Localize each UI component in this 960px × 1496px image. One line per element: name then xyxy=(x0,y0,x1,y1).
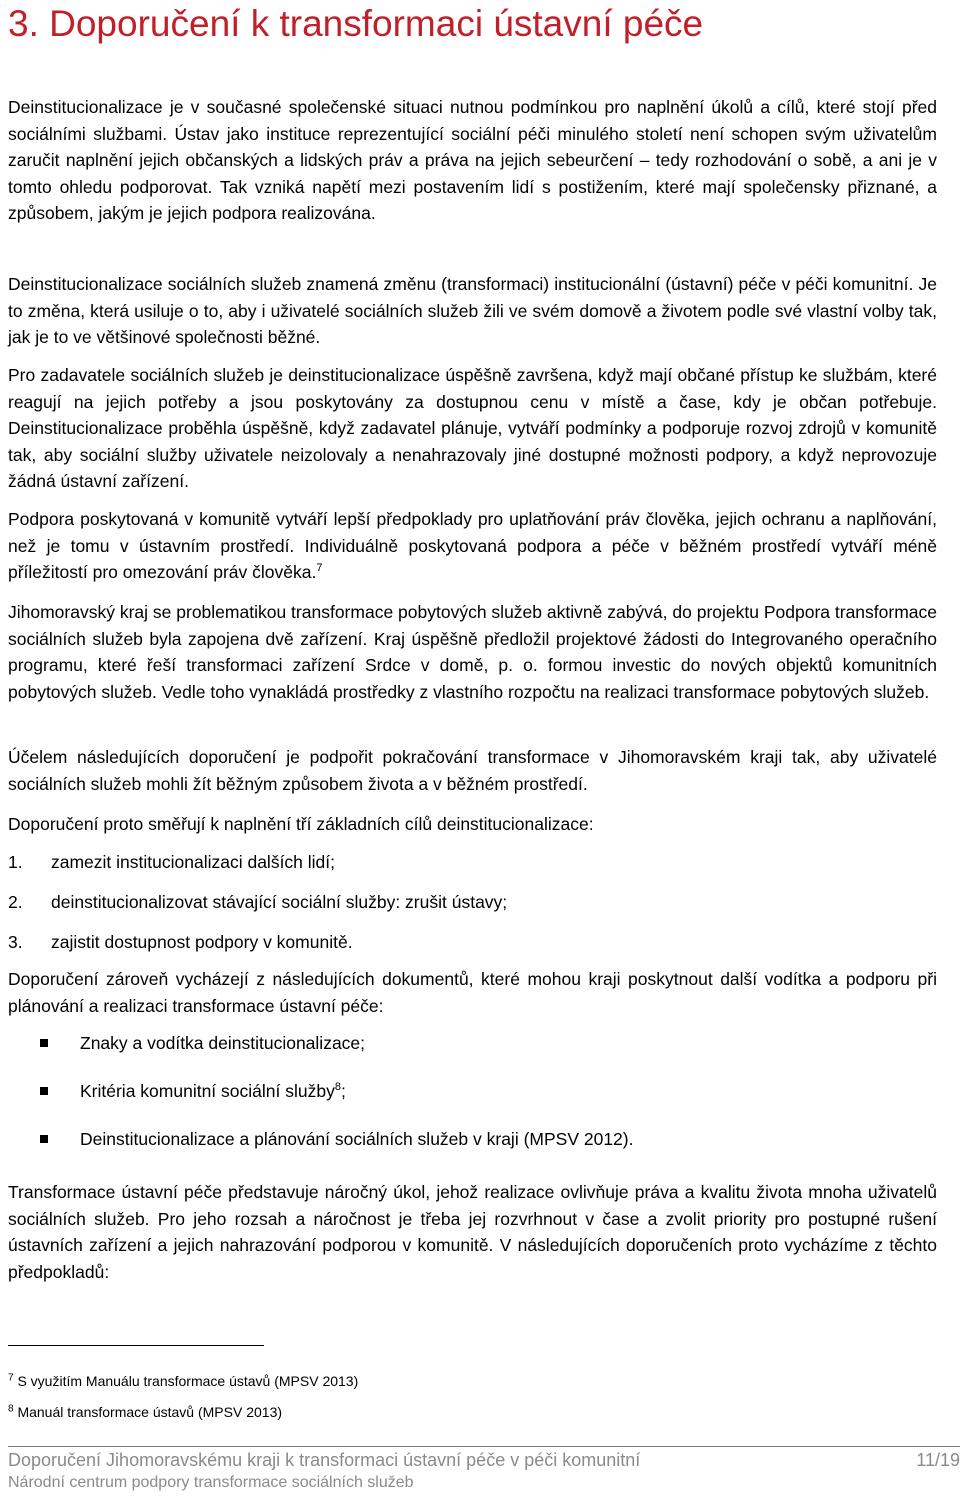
footnote-number: 7 xyxy=(8,1372,14,1384)
paragraph-4 xyxy=(8,506,937,586)
paragraph-5: Jihomoravský kraj se problematikou transformace pobytových služeb aktivně zabývá, do projektu Podpora transformace sociálních služeb byla zapojena dvě zařízení. Kraj úspěšně předložil projektové žádosti do Integrovaného operačního programu, které řeší transformaci zařízení Srdce v domě, p. o. formou investic do nových objektů komunitních pobytových služeb. Vedle toho vynakládá prostředky z vlastního rozpočtu na realizaci transformace pobytových služeb. xyxy=(8,602,937,702)
section-heading: 3. Doporučení k transformaci ústavní péče xyxy=(8,3,704,44)
bullet-text: Znaky a vodítka deinstitucionalizace; xyxy=(80,1033,366,1053)
bullet-text: Kritéria komunitní sociální služby$^8$; xyxy=(80,1081,346,1101)
footnote-ref-8: 8 xyxy=(334,1081,341,1094)
paragraph-9: Transformace ústavní péče představuje náročný úkol, jehož realizace ovlivňuje práva a kvalitu života mnoha uživatelů sociálních služeb. Pro jeho rozsah a náročnost je třeba jej rozvrhnout v čase a zvolit priority pro postupné rušení ústavních zařízení a jejich nahrazování podporou v komunitě. V následujících doporučeních proto vycházíme z těchto předpokladů: xyxy=(8,1182,937,1282)
item-text: deinstitucionalizovat stávající sociální služby: zrušit ústavy; xyxy=(51,892,508,912)
item-number: 2. xyxy=(8,892,23,912)
item-number: 1. xyxy=(8,852,23,872)
paragraph-6: Účelem následujících doporučení je podpořit pokračování transformace v Jihomoravském kraji tak, aby uživatelé sociálních služeb mohli žít běžným způsobem života a v běžném prostředí. xyxy=(8,747,937,794)
paragraph-1: Deinstitucionalizace je v současné společenské situaci nutnou podmínkou pro naplnění úkolů a cílů, které stojí před sociálními službami. Ústav jako instituce reprezentující sociální péči minulého století není schopen svým uživatelům zaručit naplnění jejich občanských a lidských práv a práva na jejich sebeurčení – tedy rozhodování o sobě, a ani je v tomto ohledu podporovat. Tak vzniká napětí mezi postavením lidí s postižením, které mají společensky přiznané, a způsobem, jakým je jejich podpora realizována. xyxy=(8,97,937,223)
item-number: 3. xyxy=(8,932,23,952)
footnote-text: S využitím Manuálu transformace ústavů (MPSV 2013) xyxy=(13,1373,359,1389)
footnote-divider xyxy=(8,1345,264,1346)
paragraph-7: Doporučení proto směřují k naplnění tří základních cílů deinstitucionalizace: xyxy=(8,814,594,834)
page-number: 11/19 xyxy=(916,1450,960,1470)
item-text: zajistit dostupnost podpory v komunitě. xyxy=(51,932,353,952)
footnote-number: 8 xyxy=(8,1403,14,1415)
numbered-item-3 xyxy=(8,929,353,955)
square-bullet-icon xyxy=(40,1135,48,1143)
bullet-text: Deinstitucionalizace a plánování sociálních služeb v kraji (MPSV 2012). xyxy=(80,1129,634,1149)
square-bullet-icon xyxy=(40,1039,48,1047)
footer-organization: Národní centrum podpory transformace sociálních služeb xyxy=(8,1474,414,1491)
paragraph-3: Pro zadavatele sociálních služeb je deinstitucionalizace úspěšně završena, když mají občané přístup ke službám, které reagují na jejich potřeby a jsou poskytovány za dostupnou cenu v místě a čase, kdy je občan potřebuje. Deinstitucionalizace proběhla úspěšně, když zadavatel plánuje, vytváří podmínky a podporuje rozvoj zdrojů v komunitě tak, aby sociální služby uživatele neizolovaly a nenahrazovaly jiné dostupné možnosti podpory, a když neprovozuje žádná ústavní zařízení. xyxy=(8,365,937,491)
footnote-8 xyxy=(8,1403,282,1421)
item-text: zamezit institucionalizaci dalších lidí; xyxy=(51,852,336,872)
footnote-7 xyxy=(8,1372,358,1390)
numbered-item-2 xyxy=(8,889,507,915)
square-bullet-icon xyxy=(40,1087,48,1095)
footer-title: Doporučení Jihomoravskému kraji k transformaci ústavní péče v péči komunitní xyxy=(8,1450,641,1470)
footnote-text: Manuál transformace ústavů (MPSV 2013) xyxy=(13,1404,283,1420)
footer-divider xyxy=(8,1446,960,1447)
paragraph-8: Doporučení zároveň vycházejí z následujících dokumentů, které mohou kraji poskytnout další vodítka a podporu při plánování a realizaci transformace ústavní péče: xyxy=(8,969,937,1016)
paragraph-2: Deinstitucionalizace sociálních služeb znamená změnu (transformaci) institucionální (ústavní) péče v péči komunitní. Je to změna, která usiluje o to, aby i uživatelé sociálních služeb žili ve svém domově a životem podle své vlastní volby tak, jak je to ve většinové společnosti běžné. xyxy=(8,274,937,347)
numbered-item-1 xyxy=(8,849,335,875)
footnote-ref-7: 7 xyxy=(316,562,323,575)
paragraph-4-text: Podpora poskytovaná v komunitě vytváří lepší předpoklady pro uplatňování práv člověka, jejich ochranu a naplňování, než je tomu v ústavním prostředí. Individuálně poskytovaná podpora a péče v běžném prostředí vytváří méně příležitostí pro omezování práv člověka. xyxy=(8,509,937,582)
